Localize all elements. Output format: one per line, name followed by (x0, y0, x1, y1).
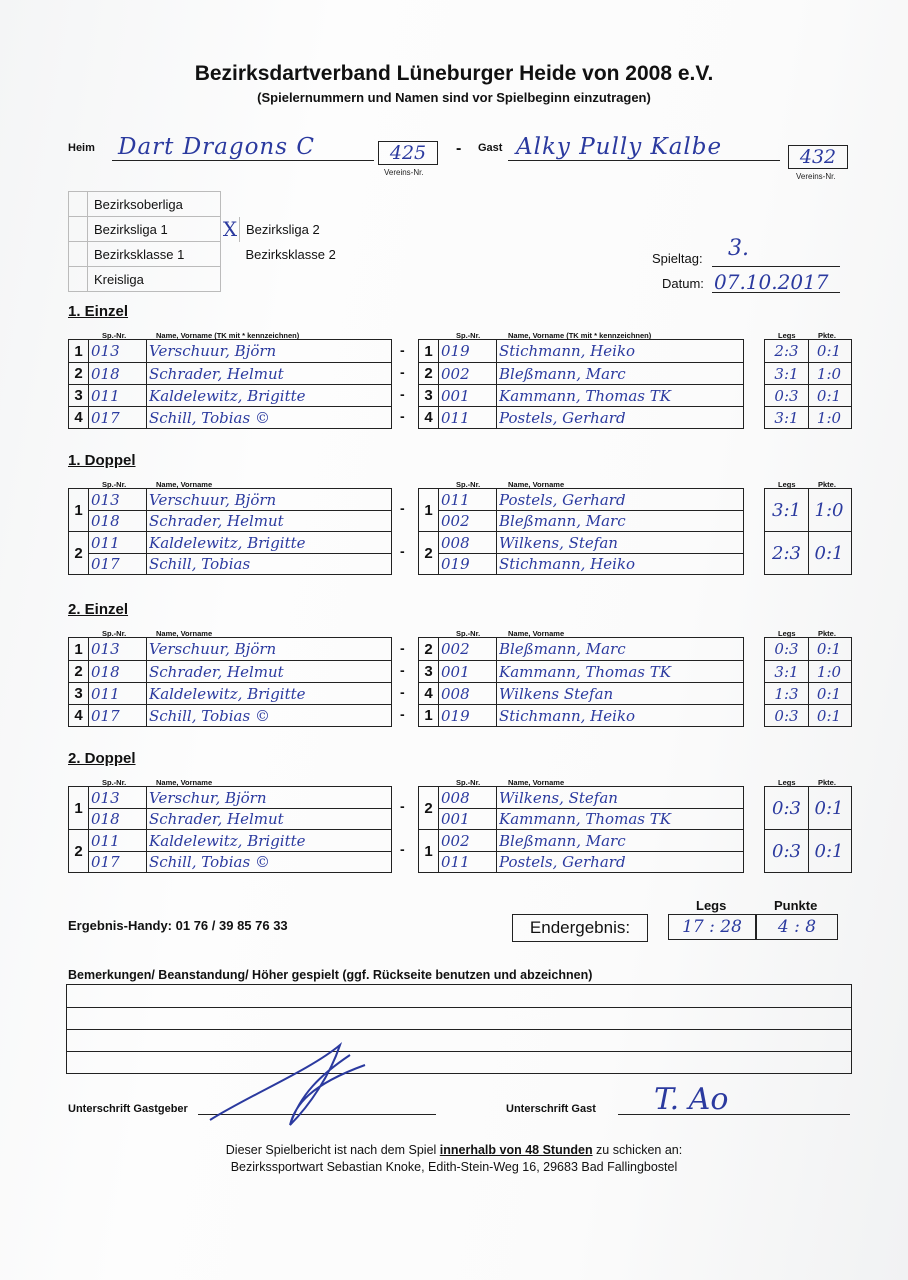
league-option: Bezirksoberliga (88, 192, 221, 217)
player-name: Verschuur, Björn (149, 640, 277, 658)
player-number: 018 (89, 363, 147, 384)
table-row (89, 851, 391, 872)
versus-dash: - (400, 500, 405, 516)
league-table (68, 191, 373, 292)
player-number: 002 (439, 511, 497, 531)
legs-value: 3:1 (774, 408, 799, 427)
player-number: 011 (439, 489, 497, 510)
player-name: Wilkens, Stefan (499, 788, 618, 807)
ergebnis-handy: Ergebnis-Handy: 01 76 / 39 85 76 33 (68, 918, 288, 933)
player-name: Schill, Tobias © (149, 408, 270, 427)
table-row (69, 340, 391, 362)
league-option: Bezirksklasse 1 (88, 242, 221, 267)
guest-player-table (418, 637, 744, 727)
col-header-spnr: Sp.-Nr. (456, 331, 481, 340)
table-row (439, 553, 743, 574)
points-value: 0:1 (814, 542, 844, 564)
col-header-name: Name, Vorname (TK mit * kennzeichnen) (156, 331, 300, 340)
remarks-label: Bemerkungen/ Beanstandung/ Höher gespielt (ggf. Rückseite benutzen und abzeichnen) (68, 968, 593, 982)
player-number: 001 (439, 661, 497, 682)
table-row (69, 704, 391, 726)
table-row (419, 362, 743, 384)
player-name: Kammann, Thomas TK (499, 662, 671, 681)
player-number: 013 (89, 489, 147, 510)
player-number: 013 (89, 638, 147, 660)
player-name: Schrader, Helmut (149, 662, 284, 681)
col-header-spnr: Sp.-Nr. (102, 480, 127, 489)
col-header-spnr: Sp.-Nr. (102, 778, 127, 787)
player-number: 019 (439, 705, 497, 726)
table-row (765, 660, 851, 682)
pair-number: 1 (419, 830, 439, 872)
pair-number: 2 (419, 532, 439, 574)
table-row (765, 638, 851, 660)
footer-line-2: Bezirkssportwart Sebastian Knoke, Edith-Stein-Weg 16, 29683 Bad Fallingbostel (230, 1160, 678, 1174)
player-name: Schrader, Helmut (149, 810, 284, 828)
datum-label: Datum: (662, 276, 704, 291)
player-number: 018 (89, 511, 147, 531)
remarks-box (66, 984, 852, 1074)
match-number: 4 (69, 705, 89, 726)
endergebnis-label: Endergebnis: (512, 914, 648, 942)
points-value: 0:1 (814, 840, 844, 862)
endergebnis-punkte: 4 : 8 (756, 914, 838, 940)
match-number: 4 (419, 407, 439, 428)
table-row (765, 406, 851, 428)
gast-vereins-label: Vereins-Nr. (796, 172, 836, 181)
league-option: Bezirksliga 2 (246, 221, 320, 237)
player-name: Schill, Tobias © (149, 853, 270, 871)
match-number: 2 (419, 638, 439, 660)
versus-dash: - (400, 684, 405, 700)
pair-number: 1 (419, 489, 439, 531)
player-number: 011 (89, 830, 147, 851)
heim-vereins-label: Vereins-Nr. (384, 168, 424, 177)
versus-dash: - (400, 364, 405, 380)
table-row (89, 510, 391, 531)
points-value: 0:1 (814, 797, 844, 819)
player-name: Schill, Tobias (149, 555, 251, 573)
pair-result (764, 488, 852, 532)
col-header-spnr: Sp.-Nr. (102, 629, 127, 638)
home-player-table (68, 339, 392, 429)
gast-club-nr: 432 (788, 145, 848, 169)
player-number: 013 (89, 787, 147, 808)
section-title: 2. Doppel (68, 750, 136, 767)
page-subtitle: (Spielernummern und Namen sind vor Spielbeginn einzutragen) (257, 90, 651, 105)
table-row (419, 704, 743, 726)
legs-value: 3:1 (772, 499, 801, 521)
player-name: Stichmann, Heiko (499, 555, 636, 573)
pair-number: 2 (69, 830, 89, 872)
table-row (69, 682, 391, 704)
player-number: 011 (439, 852, 497, 872)
signature-guest-line (618, 1114, 850, 1115)
section-title: 2. Einzel (68, 601, 129, 618)
player-name: Kaldelewitz, Brigitte (149, 533, 306, 552)
col-header-pkte: Pkte. (818, 331, 836, 340)
table-row (89, 787, 391, 808)
punkte-total-label: Punkte (774, 898, 818, 913)
player-number: 011 (89, 683, 147, 704)
guest-pair (418, 488, 744, 532)
player-number: 002 (439, 830, 497, 851)
col-header-name: Name, Vorname (TK mit * kennzeichnen) (508, 331, 652, 340)
table-row (419, 682, 743, 704)
points-value: 1:0 (816, 364, 842, 383)
col-header-spnr: Sp.-Nr. (102, 331, 127, 340)
pair-result (764, 829, 852, 873)
table-row (69, 638, 391, 660)
home-pair (68, 488, 392, 532)
col-header-pkte: Pkte. (818, 629, 836, 638)
pair-number: 1 (69, 787, 89, 829)
player-number: 001 (439, 385, 497, 406)
versus-dash: - (400, 706, 405, 722)
table-row (439, 489, 743, 510)
table-row (69, 406, 391, 428)
player-name: Verschuur, Björn (149, 490, 277, 509)
page-title: Bezirksdartverband Lüneburger Heide von 2008 e.V. (194, 62, 714, 85)
player-name: Wilkens Stefan (499, 684, 614, 703)
table-row (439, 808, 743, 829)
guest-pair (418, 829, 744, 873)
spieltag-value: 3. (728, 236, 749, 261)
league-option: Bezirksliga 1 (88, 217, 221, 242)
pair-number: 2 (69, 532, 89, 574)
legs-value: 0:3 (772, 797, 801, 819)
player-name: Kaldelewitz, Brigitte (149, 684, 306, 703)
table-row (765, 682, 851, 704)
points-value: 0:1 (816, 706, 842, 725)
guest-signature: T. Ao (654, 1082, 729, 1117)
league-option: Kreisliga (88, 267, 221, 292)
match-number: 3 (419, 661, 439, 682)
signature-guest-label: Unterschrift Gast (506, 1103, 596, 1115)
heim-club-nr: 425 (378, 141, 438, 165)
match-number: 3 (69, 683, 89, 704)
table-row (765, 340, 851, 362)
home-pair (68, 531, 392, 575)
col-header-name: Name, Vorname (508, 778, 565, 787)
table-row (419, 384, 743, 406)
match-number: 2 (69, 363, 89, 384)
match-number: 2 (69, 661, 89, 682)
gast-name-line (508, 134, 780, 161)
table-row (439, 830, 743, 851)
legs-value: 3:1 (774, 662, 799, 681)
pair-result (764, 531, 852, 575)
points-value: 0:1 (816, 342, 842, 360)
gast-label: Gast (478, 142, 503, 154)
player-number: 008 (439, 787, 497, 808)
points-value: 0:1 (816, 640, 842, 658)
player-number: 018 (89, 809, 147, 829)
col-header-name: Name, Vorname (508, 480, 565, 489)
result-table (764, 637, 852, 727)
pair-number: 1 (69, 489, 89, 531)
table-row (89, 830, 391, 851)
player-number: 008 (439, 532, 497, 553)
versus-dash: - (400, 342, 405, 358)
versus-dash: - (400, 386, 405, 402)
home-pair (68, 829, 392, 873)
player-name: Kaldelewitz, Brigitte (149, 386, 306, 405)
player-number: 017 (89, 407, 147, 428)
points-value: 1:0 (816, 662, 842, 681)
gast-name: Alky Pully Kalbe (516, 134, 723, 160)
player-name: Bleßmann, Marc (499, 512, 626, 530)
endergebnis-legs: 17 : 28 (668, 914, 756, 940)
table-row (419, 406, 743, 428)
legs-value: 0:3 (774, 640, 799, 658)
footer-line-1: Dieser Spielbericht ist nach dem Spiel innerhalb von 48 Stunden zu schicken an: (225, 1143, 683, 1157)
player-number: 008 (439, 683, 497, 704)
league-mark: X (222, 217, 238, 241)
player-name: Postels, Gerhard (499, 408, 626, 427)
legs-value: 3:1 (774, 364, 799, 383)
player-name: Postels, Gerhard (499, 490, 626, 509)
league-option: Bezirksklasse 2 (245, 246, 336, 262)
legs-value: 0:3 (774, 706, 799, 725)
table-row (439, 532, 743, 553)
legs-value: 2:3 (772, 542, 801, 564)
versus-dash: - (400, 662, 405, 678)
col-header-legs: Legs (778, 629, 796, 638)
pair-result (764, 786, 852, 830)
match-number: 1 (419, 340, 439, 362)
col-header-spnr: Sp.-Nr. (456, 629, 481, 638)
table-row (419, 660, 743, 682)
datum-value: 07.10.2017 (714, 270, 829, 294)
player-name: Verschuur, Björn (149, 342, 277, 360)
player-name: Stichmann, Heiko (499, 342, 636, 360)
col-header-name: Name, Vorname (156, 629, 213, 638)
col-header-legs: Legs (778, 331, 796, 340)
guest-player-table (418, 339, 744, 429)
legs-total-label: Legs (696, 898, 727, 913)
player-name: Schrader, Helmut (149, 364, 284, 383)
table-row (89, 808, 391, 829)
table-row (419, 638, 743, 660)
points-value: 0:1 (816, 684, 842, 703)
player-number: 017 (89, 554, 147, 574)
match-number: 1 (69, 340, 89, 362)
table-row (765, 384, 851, 406)
match-number: 1 (69, 638, 89, 660)
match-number: 4 (69, 407, 89, 428)
match-number: 2 (419, 363, 439, 384)
heim-label: Heim (68, 142, 95, 154)
points-value: 1:0 (814, 499, 844, 521)
player-name: Verschur, Björn (149, 788, 267, 807)
player-number: 011 (89, 532, 147, 553)
player-number: 017 (89, 852, 147, 872)
versus-dash: - (400, 798, 405, 814)
table-row (89, 489, 391, 510)
player-name: Bleßmann, Marc (499, 364, 626, 383)
col-header-name: Name, Vorname (156, 480, 213, 489)
match-number: 3 (69, 385, 89, 406)
player-number: 011 (439, 407, 497, 428)
versus-dash: - (400, 841, 405, 857)
table-row (69, 660, 391, 682)
table-row (765, 704, 851, 726)
player-number: 001 (439, 809, 497, 829)
legs-value: 2:3 (774, 342, 799, 360)
player-name: Wilkens, Stefan (499, 533, 618, 552)
player-number: 002 (439, 638, 497, 660)
player-name: Kaldelewitz, Brigitte (149, 831, 306, 850)
points-value: 0:1 (816, 386, 842, 405)
legs-value: 0:3 (774, 386, 799, 405)
player-number: 017 (89, 705, 147, 726)
player-name: Schill, Tobias © (149, 706, 270, 725)
heim-name: Dart Dragons C (118, 134, 315, 160)
guest-pair (418, 786, 744, 830)
table-row (439, 851, 743, 872)
col-header-pkte: Pkte. (818, 480, 836, 489)
player-name: Kammann, Thomas TK (499, 386, 671, 405)
versus-dash: - (400, 640, 405, 656)
player-name: Stichmann, Heiko (499, 706, 636, 725)
section-title: 1. Doppel (68, 452, 136, 469)
signature-host-label: Unterschrift Gastgeber (68, 1103, 188, 1115)
legs-value: 0:3 (772, 840, 801, 862)
table-row (419, 340, 743, 362)
match-number: 4 (419, 683, 439, 704)
legs-value: 1:3 (774, 684, 799, 703)
col-header-legs: Legs (778, 778, 796, 787)
table-row (89, 532, 391, 553)
table-row (439, 510, 743, 531)
player-name: Bleßmann, Marc (499, 831, 626, 850)
result-table (764, 339, 852, 429)
home-pair (68, 786, 392, 830)
player-number: 011 (89, 385, 147, 406)
table-row (89, 553, 391, 574)
player-number: 018 (89, 661, 147, 682)
player-number: 019 (439, 340, 497, 362)
player-name: Bleßmann, Marc (499, 640, 626, 658)
player-name: Kammann, Thomas TK (499, 810, 671, 828)
versus-dash: - (400, 408, 405, 424)
versus-dash: - (456, 140, 462, 157)
col-header-name: Name, Vorname (508, 629, 565, 638)
col-header-pkte: Pkte. (818, 778, 836, 787)
section-title: 1. Einzel (68, 303, 129, 320)
col-header-name: Name, Vorname (156, 778, 213, 787)
player-number: 013 (89, 340, 147, 362)
table-row (69, 362, 391, 384)
heim-name-line (112, 134, 374, 161)
home-player-table (68, 637, 392, 727)
col-header-spnr: Sp.-Nr. (456, 778, 481, 787)
match-number: 3 (419, 385, 439, 406)
host-signature-icon (190, 1025, 390, 1135)
match-number: 1 (419, 705, 439, 726)
table-row (69, 384, 391, 406)
player-number: 019 (439, 554, 497, 574)
player-number: 002 (439, 363, 497, 384)
col-header-legs: Legs (778, 480, 796, 489)
points-value: 1:0 (816, 408, 842, 427)
spieltag-label: Spieltag: (652, 251, 703, 266)
table-row (765, 362, 851, 384)
col-header-spnr: Sp.-Nr. (456, 480, 481, 489)
player-name: Postels, Gerhard (499, 853, 626, 871)
guest-pair (418, 531, 744, 575)
pair-number: 2 (419, 787, 439, 829)
player-name: Schrader, Helmut (149, 512, 284, 530)
versus-dash: - (400, 543, 405, 559)
table-row (439, 787, 743, 808)
